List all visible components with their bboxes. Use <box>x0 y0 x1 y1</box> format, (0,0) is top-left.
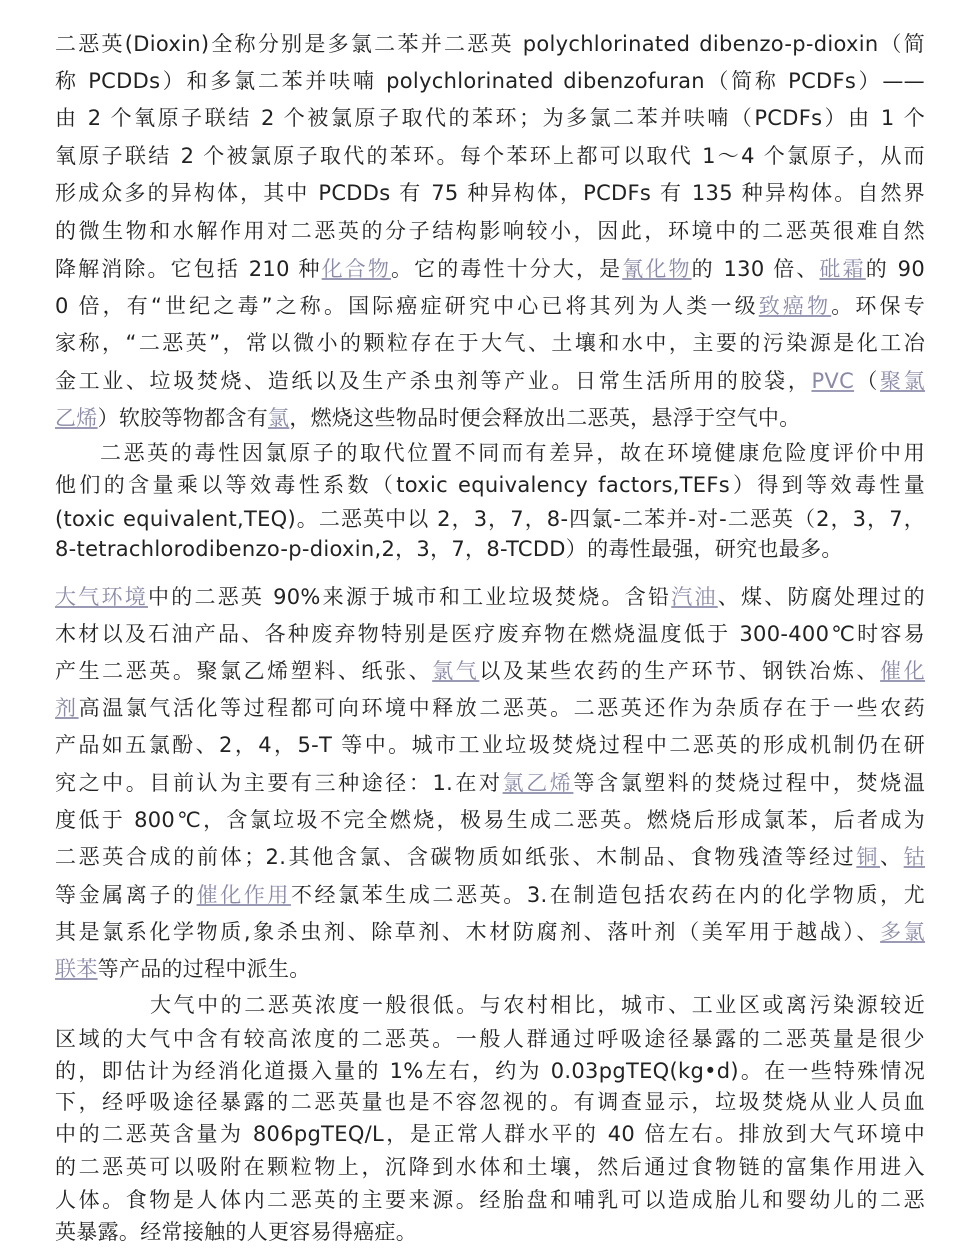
text-segment: 产生二恶英。聚氯乙烯塑料、纸张、 <box>55 659 433 683</box>
text-segment: 其是氯系化学物质,象杀虫剂、除草剂、木材防腐剂、落叶剂（美军用于越战）、 <box>55 920 881 944</box>
text-segment: 二恶英合成的前体；2.其他含氯、含碳物质如纸张、木制品、食物残渣等经过 <box>55 845 857 869</box>
text-segment: 的 90 <box>865 257 926 281</box>
text-line <box>55 1119 925 1149</box>
text-segment: （ <box>854 369 881 393</box>
text-segment: 的二恶英可以吸附在颗粒物上，沉降到水体和土壤，然后通过食物链的富集作用进入 <box>55 1155 925 1179</box>
text-line <box>55 730 925 760</box>
text-segment: 区域的大气中含有较高浓度的二恶英。一般人群通过呼吸途径暴露的二恶英量是很少 <box>55 1027 925 1051</box>
text-segment: 形成众多的异构体，其中 PCDDs 有 75 种异构体，PCDFs 有 135 种异构体。自然界 <box>55 181 925 205</box>
hyperlink[interactable]: 氰化物 <box>622 257 692 281</box>
text-segment: 产品如五氯酚、2，4，5-T 等中。城市工业垃圾焚烧过程中二恶英的形成机制仍在研 <box>55 733 925 757</box>
text-segment: 由 2 个氧原子联结 2 个被氯原子取代的苯环；为多氯二苯并呋喃（PCDFs）由 1 个 <box>55 106 925 130</box>
hyperlink[interactable]: 剂 <box>55 696 79 720</box>
text-line <box>55 66 925 96</box>
text-segment: 。它的毒性十分大，是 <box>391 257 623 281</box>
text-line <box>55 1152 925 1182</box>
text-line <box>55 1087 925 1117</box>
text-line <box>55 103 925 133</box>
text-segment: 究之中。目前认为主要有三种途径：1.在对 <box>55 771 503 795</box>
hyperlink[interactable]: 大气环境 <box>55 585 148 609</box>
hyperlink[interactable]: 砒霜 <box>819 257 866 281</box>
text-segment: ）软胶等物都含有 <box>97 406 269 430</box>
hyperlink[interactable]: 氯乙烯 <box>502 771 574 795</box>
text-segment: 二恶英的毒性因氯原子的取代位置不同而有差异，故在环境健康危险度评价中用 <box>100 441 925 465</box>
text-line <box>55 328 925 358</box>
text-segment: 氧原子联结 2 个被氯原子取代的苯环。每个苯环上都可以取代 1～4 个氯原子，从而 <box>55 144 925 168</box>
text-segment: 中的二恶英含量为 806pgTEQ/L，是正常人群水平的 40 倍左右。排放到大气环境中 <box>55 1122 925 1146</box>
text-segment: 降解消除。它包括 210 种 <box>55 257 322 281</box>
text-segment: 金工业、垃圾焚烧、造纸以及生产杀虫剂等产业。日常生活所用的胶袋， <box>55 369 812 393</box>
text-line <box>55 141 925 171</box>
text-segment: 家称，“二恶英”，常以微小的颗粒存在于大气、土壤和水中，主要的污染源是化工冶 <box>55 331 925 355</box>
text-line <box>100 438 925 468</box>
text-line <box>55 842 925 872</box>
text-line <box>55 366 925 396</box>
text-line <box>55 1185 925 1215</box>
hyperlink[interactable]: 致癌物 <box>758 294 832 318</box>
hyperlink[interactable]: 汽油 <box>671 585 718 609</box>
text-segment: 、煤、防腐处理过的 <box>717 585 925 609</box>
text-line <box>55 805 925 835</box>
text-line <box>55 1217 925 1247</box>
text-line <box>55 954 925 984</box>
hyperlink[interactable]: 聚氯 <box>880 369 925 393</box>
text-line <box>55 403 925 433</box>
text-line <box>55 1024 925 1054</box>
text-line <box>55 29 925 59</box>
text-segment: 高温氯气活化等过程都可向环境中释放二恶英。二恶英还作为杂质存在于一些农药 <box>78 696 925 720</box>
text-line <box>55 254 925 284</box>
text-segment: 等金属离子的 <box>55 883 197 907</box>
text-segment: 等产品的过程中派生。 <box>97 957 311 981</box>
hyperlink[interactable]: 氯 <box>268 406 290 430</box>
text-segment: 不经氯苯生成二恶英。3.在制造包括农药在内的化学物质，尤 <box>290 883 925 907</box>
text-segment: 。环保专 <box>831 294 926 318</box>
hyperlink[interactable]: 催化 <box>880 659 925 683</box>
text-line <box>150 990 925 1020</box>
text-segment: 的微生物和水解作用对二恶英的分子结构影响较小，因此，环境中的二恶英很难自然 <box>55 219 925 243</box>
text-segment: 木材以及石油产品、各种废弃物特别是医疗废弃物在燃烧温度低于 300-400℃时容易 <box>55 622 925 646</box>
hyperlink[interactable]: 铜 <box>856 845 881 869</box>
hyperlink[interactable]: 多氯 <box>880 920 925 944</box>
text-line <box>55 656 925 686</box>
text-line <box>55 178 925 208</box>
text-segment: 以及某些农药的生产环节、钢铁冶炼、 <box>479 659 881 683</box>
text-segment: 8-tetrachlorodibenzo-p-dioxin,2，3，7，8-TCDD）的毒性最强，研究也最多。 <box>55 537 843 561</box>
text-segment: 0 倍，有“世纪之毒”之称。国际癌症研究中心已将其列为人类一级 <box>55 294 759 318</box>
text-line <box>55 880 925 910</box>
text-segment: 英暴露。经常接触的人更容易得癌症。 <box>55 1220 418 1244</box>
text-segment: 等含氯塑料的焚烧过程中，焚烧温 <box>573 771 925 795</box>
text-segment: 度低于 800℃，含氯垃圾不完全燃烧，极易生成二恶英。燃烧后形成氯苯，后者成为 <box>55 808 925 832</box>
text-segment: (toxic equivalent,TEQ)。二恶英中以 2，3，7，8-四氯-二苯并-对-二恶英（2，3，7， <box>55 507 925 531</box>
hyperlink[interactable]: 乙烯 <box>55 406 98 430</box>
hyperlink[interactable]: 钴 <box>903 845 925 869</box>
text-segment: 大气中的二恶英浓度一般很低。与农村相比，城市、工业区或离污染源较近 <box>150 993 925 1017</box>
hyperlink[interactable]: 催化作用 <box>196 883 291 907</box>
text-line <box>55 693 925 723</box>
text-segment: 的，即估计为经消化道摄入量的 1%左右，约为 0.03pgTEQ(kg•d)。在一些特殊情况 <box>55 1059 925 1083</box>
text-segment: 二恶英(Dioxin)全称分别是多氯二苯并二恶英 polychlorinated dibenzo-p-dioxin（简 <box>55 32 925 56</box>
text-segment: 称 PCDDs）和多氯二苯并呋喃 polychlorinated dibenzofuran（简称 PCDFs）—— <box>55 69 925 93</box>
text-segment: 、 <box>880 845 904 869</box>
text-line <box>55 470 925 500</box>
text-segment: 的 130 倍、 <box>691 257 820 281</box>
text-line <box>55 1056 925 1086</box>
text-segment: 人体。食物是人体内二恶英的主要来源。经胎盘和哺乳可以造成胎儿和婴幼儿的二恶 <box>55 1188 925 1212</box>
text-line <box>55 504 925 534</box>
text-line <box>55 619 925 649</box>
text-segment: 他们的含量乘以等效毒性系数（toxic equivalency factors,TEFs）得到等效毒性量 <box>55 473 925 497</box>
text-line <box>55 216 925 246</box>
text-line <box>55 582 925 612</box>
text-line <box>55 534 925 564</box>
hyperlink[interactable]: 联苯 <box>55 957 98 981</box>
text-line <box>55 917 925 947</box>
hyperlink[interactable]: 化合物 <box>321 257 392 281</box>
text-segment: 下，经呼吸途径暴露的二恶英量也是不容忽视的。有调查显示，垃圾焚烧从业人员血 <box>55 1090 925 1114</box>
text-segment: ，燃烧这些物品时便会释放出二恶英，悬浮于空气中。 <box>289 406 801 430</box>
text-line <box>55 768 925 798</box>
text-line <box>55 291 925 321</box>
hyperlink[interactable]: PVC <box>811 369 855 393</box>
hyperlink[interactable]: 氯气 <box>432 659 480 683</box>
text-segment: 中的二恶英 90%来源于城市和工业垃圾焚烧。含铅 <box>147 585 672 609</box>
